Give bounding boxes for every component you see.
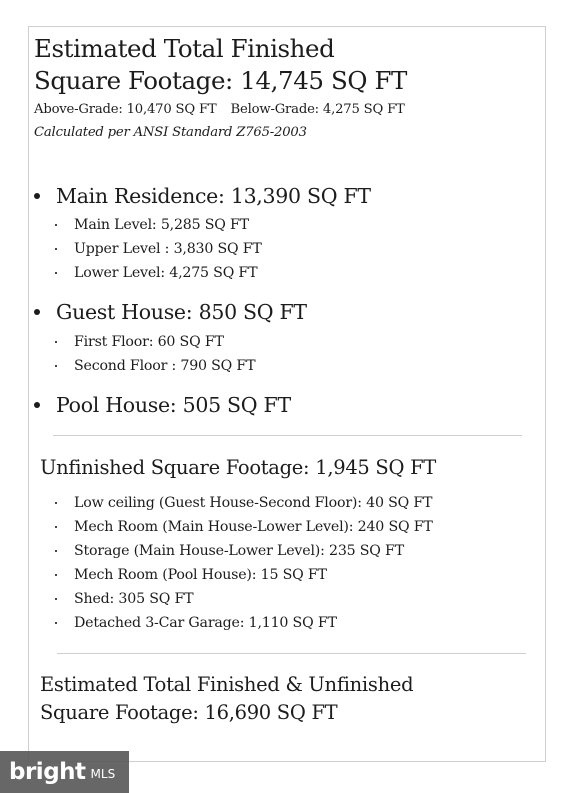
- grand-total: [40, 671, 413, 727]
- small-bullet-icon: [55, 598, 57, 600]
- small-bullet-icon: [55, 341, 57, 343]
- small-bullet-icon: [55, 502, 57, 504]
- pool-house-heading: [34, 393, 291, 417]
- calculation-note: Calculated per ANSI Standard Z765-2003: [34, 125, 307, 140]
- total-finished-title: [34, 33, 407, 97]
- bullet-icon: [34, 402, 40, 408]
- logo-wordmark: bright: [9, 759, 86, 785]
- small-bullet-icon: [55, 574, 57, 576]
- list-item: Mech Room (Main House-Lower Level): 240 SQ FT: [52, 515, 433, 539]
- guest-house-section: [34, 300, 307, 378]
- small-bullet-icon: [55, 550, 57, 552]
- list-item: Second Floor : 790 SQ FT: [52, 354, 307, 378]
- main-residence-label: Main Residence: 13,390 SQ FT: [56, 184, 371, 208]
- logo-suffix: MLS: [90, 767, 116, 781]
- guest-house-label: Guest House: 850 SQ FT: [56, 300, 307, 324]
- grand-total-line-2: Square Footage: 16,690 SQ FT: [40, 701, 338, 724]
- list-item: Detached 3-Car Garage: 1,110 SQ FT: [52, 611, 433, 635]
- pool-house-label: Pool House: 505 SQ FT: [56, 393, 291, 417]
- title-line-1: Estimated Total Finished: [34, 34, 335, 63]
- bright-mls-logo: [0, 751, 129, 793]
- grand-total-line-1: Estimated Total Finished & Unfinished: [40, 673, 414, 696]
- small-bullet-icon: [55, 365, 57, 367]
- main-residence-levels: [52, 213, 371, 285]
- grade-breakdown: [34, 102, 405, 117]
- divider: [53, 435, 522, 436]
- small-bullet-icon: [55, 272, 57, 274]
- main-residence-heading: [34, 184, 371, 208]
- guest-house-heading: [34, 300, 307, 324]
- above-grade-text: Above-Grade: 10,470 SQ FT: [34, 102, 217, 117]
- small-bullet-icon: [55, 224, 57, 226]
- small-bullet-icon: [55, 248, 57, 250]
- list-item: First Floor: 60 SQ FT: [52, 330, 307, 354]
- guest-house-floors: [52, 330, 307, 378]
- unfinished-items: [52, 491, 433, 635]
- below-grade-text: Below-Grade: 4,275 SQ FT: [230, 102, 405, 117]
- list-item: Storage (Main House-Lower Level): 235 SQ FT: [52, 539, 433, 563]
- list-item: Mech Room (Pool House): 15 SQ FT: [52, 563, 433, 587]
- bullet-icon: [34, 309, 40, 315]
- list-item: Low ceiling (Guest House-Second Floor): 40 SQ FT: [52, 491, 433, 515]
- main-residence-section: [34, 184, 371, 285]
- list-item: Upper Level : 3,830 SQ FT: [52, 237, 371, 261]
- small-bullet-icon: [55, 622, 57, 624]
- divider: [57, 653, 526, 654]
- pool-house-section: [34, 393, 291, 417]
- list-item: Shed: 305 SQ FT: [52, 587, 433, 611]
- list-item: Main Level: 5,285 SQ FT: [52, 213, 371, 237]
- unfinished-heading: Unfinished Square Footage: 1,945 SQ FT: [40, 456, 437, 479]
- bullet-icon: [34, 193, 40, 199]
- title-line-2: Square Footage: 14,745 SQ FT: [34, 66, 408, 95]
- list-item: Lower Level: 4,275 SQ FT: [52, 261, 371, 285]
- small-bullet-icon: [55, 526, 57, 528]
